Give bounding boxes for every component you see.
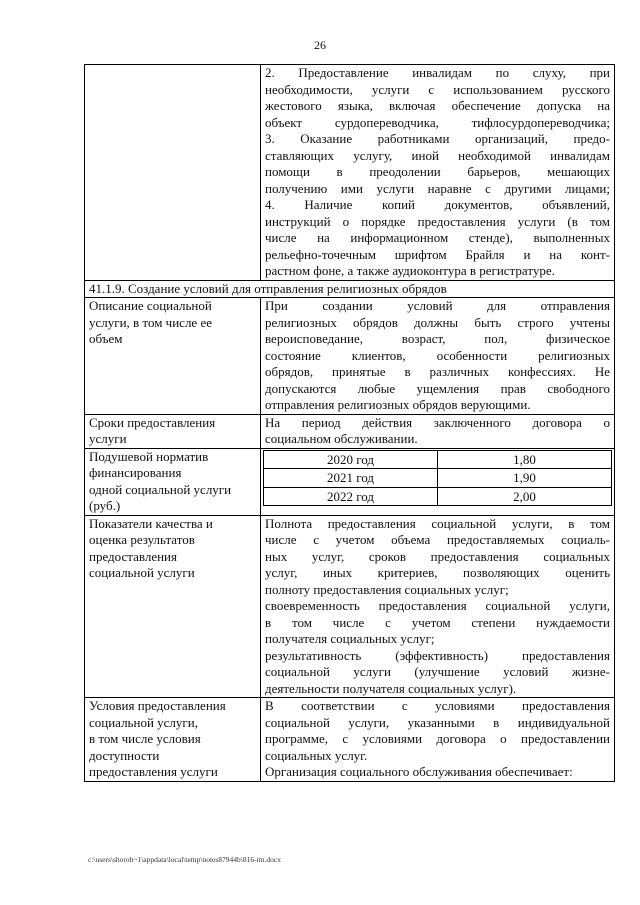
text-line: При создании условий для отправления — [265, 298, 610, 313]
normative-value: 2,00 — [438, 487, 612, 506]
text-line: растном фоне, а также аудиоконтура в регистратуре. — [265, 263, 555, 278]
text-line: допускаются любые ущемления прав свободного — [265, 380, 610, 396]
label-line: социальной услуги — [89, 565, 195, 580]
text-line: В соответствии с условиями предоставления — [265, 698, 610, 713]
text-line: программе, с условиями договора о предоставлении — [265, 731, 610, 746]
accessibility-lines — [265, 65, 610, 280]
normative-year: 2021 год — [264, 469, 438, 488]
text-line: обрядов, принятые в различных конфессиях. Не — [265, 364, 610, 379]
text-line: получению ими услуги наравне с другими лицами; — [265, 180, 610, 196]
text-line: своевременность предоставления социальной услуги, — [265, 598, 610, 613]
accessibility-text-cell — [261, 65, 615, 281]
table-row-quality — [85, 515, 615, 698]
text-line: в том числе с учетом степени нуждаемости — [265, 614, 610, 630]
normative-label-cell — [85, 448, 261, 515]
label-line: в том числе условия — [89, 731, 201, 746]
text-line: объект сурдопереводчика, тифлосурдопереводчика; — [265, 114, 610, 130]
text-line: ных услуг, сроков предоставления социальных — [265, 548, 610, 564]
label-line: Условия предоставления — [89, 698, 226, 713]
normative-year: 2022 год — [264, 487, 438, 506]
text-line: результативность (эффективность) предоставления — [265, 647, 610, 663]
text-line: инструкций о порядке предоставления услуги (в том — [265, 213, 610, 229]
text-line: социальной услуги, указанными в индивидуальной — [265, 714, 610, 730]
normative-year: 2020 год — [264, 450, 438, 469]
conditions-label-cell — [85, 698, 261, 782]
label-line: Описание социальной — [89, 298, 212, 313]
label-line: предоставления услуги — [89, 764, 218, 779]
text-line: жестового языка, включая обеспечение допуска на — [265, 98, 610, 113]
table-row-normative — [85, 448, 615, 515]
normative-row — [264, 487, 612, 506]
text-line: 2. Предоставление инвалидам по слуху, при — [265, 65, 610, 80]
text-line: числе с учетом объема предоставляемых социаль- — [265, 532, 610, 547]
label-line: Подушевой норматив — [89, 448, 209, 464]
label-line: социальной услуги, — [89, 714, 198, 730]
text-line: социальных услуг. — [265, 747, 368, 763]
text-line: необходимости, услуги с использованием русского — [265, 81, 610, 97]
text-line: отправления религиозных обрядов верующими. — [265, 397, 531, 412]
quality-text-cell — [261, 515, 615, 698]
terms-text-cell — [261, 414, 615, 448]
text-line: Организация социального обслуживания обеспечивает: — [265, 764, 573, 779]
text-line: рельефно-точечным шрифтом Брайля и на конт- — [265, 246, 610, 262]
text-line: социальном обслуживании. — [265, 431, 418, 446]
label-line: Сроки предоставления — [89, 414, 216, 430]
table-row-conditions — [85, 698, 615, 782]
label-line: предоставления — [89, 548, 177, 564]
text-line: деятельности получателя социальных услуг). — [265, 680, 517, 696]
text-line: получателя социальных услуг; — [265, 631, 435, 646]
normative-values-cell — [261, 448, 615, 515]
table-row-accessibility — [85, 65, 615, 281]
normative-value: 1,80 — [438, 450, 612, 469]
normative-value: 1,90 — [438, 469, 612, 488]
label-line: Показатели качества и — [89, 515, 213, 531]
text-line: вероисповедание, возраст, пол, физическое — [265, 331, 610, 346]
quality-label-cell — [85, 515, 261, 698]
label-line: (руб.) — [89, 498, 121, 513]
text-line: состояние клиентов, особенности религиозных — [265, 347, 610, 363]
label-line: доступности — [89, 747, 160, 763]
text-line: ставляющих услугу, иной необходимой инвалидам — [265, 147, 610, 163]
table-row-section-title — [85, 280, 615, 298]
text-line: полноту предоставления социальных услуг; — [265, 581, 509, 597]
text-line: числе на информационном стенде), выполненных — [265, 230, 610, 245]
text-line: услуг, иных критериев, позволяющих оценить — [265, 565, 610, 580]
normative-row — [264, 450, 612, 469]
conditions-text-cell — [261, 698, 615, 782]
normative-table — [263, 450, 612, 507]
text-line: 4. Наличие копий документов, объявлений, — [265, 197, 610, 212]
text-line: религиозных обрядов должны быть строго учтены — [265, 314, 610, 330]
label-line: оценка результатов — [89, 532, 195, 547]
description-label-cell — [85, 298, 261, 415]
label-line: услуги — [89, 431, 127, 446]
text-line: Полнота предоставления социальной услуги, в том — [265, 515, 610, 531]
label-line: одной социальной услуги — [89, 481, 232, 497]
label-line: финансирования — [89, 465, 182, 480]
table-row-description — [85, 298, 615, 415]
normative-row — [264, 469, 612, 488]
text-line: помощи в преодолении барьеров, мешающих — [265, 164, 610, 179]
text-line: социальной услуги (улучшение условий жизне- — [265, 664, 610, 679]
page-number: 26 — [314, 38, 326, 52]
text-line: 3. Оказание работниками организаций, предо- — [265, 131, 610, 146]
label-line: объем — [89, 331, 123, 346]
terms-label-cell — [85, 414, 261, 448]
file-path-footer: c:\users\shoroh~1\appdata\local\temp\notes87944b\816-im.docx — [88, 855, 281, 864]
empty-label-cell — [85, 65, 261, 281]
section-title: 41.1.9. Создание условий для отправления религиозных обрядов — [85, 280, 615, 298]
description-text-cell — [261, 298, 615, 415]
text-line: На период действия заключенного договора о — [265, 414, 610, 430]
table-row-terms — [85, 414, 615, 448]
service-table — [84, 64, 615, 782]
label-line: услуги, в том числе ее — [89, 314, 212, 330]
